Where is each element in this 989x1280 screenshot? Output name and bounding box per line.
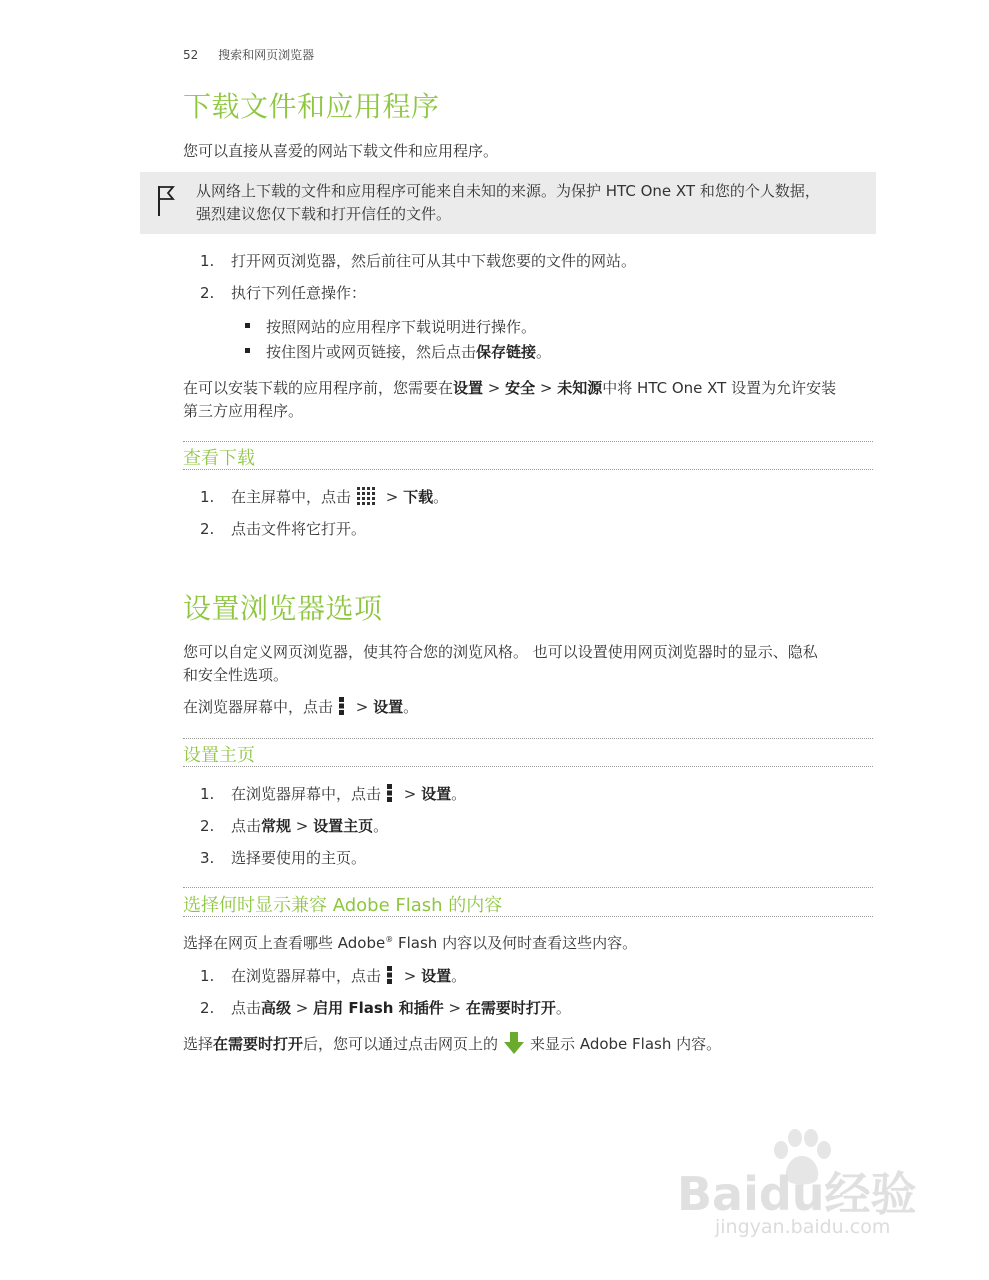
page-number: 52	[183, 48, 199, 62]
download-step-2: 2. 执行下列任意操作：	[200, 284, 367, 302]
install-permission-paragraph: 在可以安装下载的应用程序前，您需要在设置 > 安全 > 未知源中将 HTC One XT 设置为允许安装 第三方应用程序。	[183, 379, 837, 420]
flash-intro: 选择在网页上查看哪些 Adobe® Flash 内容以及何时查看这些内容。	[183, 934, 638, 952]
browser-options-intro: 您可以自定义网页浏览器，使其符合您的浏览风格。 也可以设置使用网页浏览器时的显示、隐私 和安全性选项。	[183, 643, 818, 684]
view-step-2: 2. 点击文件将它打开。	[200, 520, 367, 538]
note-line-2: 强烈建议您仅下载和打开信任的文件。	[196, 205, 452, 223]
section-title-download: 下载文件和应用程序	[183, 90, 440, 123]
baidu-watermark	[677, 1128, 927, 1248]
download-bullet-1: 按照网站的应用程序下载说明进行操作。	[245, 316, 536, 337]
homepage-step-1: 1. 在浏览器屏幕中，点击 > 设置。	[200, 785, 467, 803]
page-header	[183, 46, 314, 63]
subsection-title-flash: 选择何时显示兼容 Adobe Flash 的内容	[183, 895, 503, 916]
note-line-1: 从网络上下载的文件和应用程序可能来自未知的来源。为保护 HTC One XT 和您的个人数据，	[196, 182, 820, 200]
watermark-url: jingyan.baidu.com	[715, 1216, 891, 1238]
save-link-label: 保存链接	[476, 343, 537, 361]
warning-note	[140, 172, 876, 234]
download-arrow-icon	[504, 1032, 524, 1054]
section-title-browser-options: 设置浏览器选项	[183, 592, 383, 625]
subsection-title-view-downloads: 查看下载	[183, 448, 255, 469]
flag-icon	[156, 184, 178, 218]
homepage-step-2: 2. 点击常规 > 设置主页。	[200, 817, 389, 835]
view-step-1: 1. 在主屏幕中，点击 > 下载。	[200, 488, 449, 506]
menu-dots-icon	[387, 784, 393, 802]
divider	[183, 766, 873, 767]
divider	[183, 916, 873, 917]
flash-final-note: 选择在需要时打开后，您可以通过点击网页上的 来显示 Adobe Flash 内容。	[183, 1033, 873, 1056]
divider	[183, 887, 873, 888]
flash-step-1: 1. 在浏览器屏幕中，点击 > 设置。	[200, 967, 467, 985]
download-bullet-2: 按住图片或网页链接，然后点击保存链接。	[245, 341, 551, 362]
homepage-step-3: 3. 选择要使用的主页。	[200, 849, 367, 867]
section-name: 搜索和网页浏览器	[218, 48, 315, 62]
download-intro: 您可以直接从喜爱的网站下载文件和应用程序。	[183, 142, 499, 160]
divider	[183, 441, 873, 442]
all-apps-grid-icon	[357, 487, 375, 505]
menu-dots-icon	[387, 966, 393, 984]
divider	[183, 738, 873, 739]
menu-dots-icon	[339, 697, 345, 715]
open-settings-instruction: 在浏览器屏幕中，点击 > 设置。	[183, 698, 419, 716]
watermark-brand: Baidu经验	[677, 1167, 917, 1221]
subsection-title-homepage: 设置主页	[183, 745, 255, 766]
download-step-1: 1. 打开网页浏览器，然后前往可从其中下载您要的文件的网站。	[200, 252, 637, 270]
flash-step-2: 2. 点击高级 > 启用 Flash 和插件 > 在需要时打开。	[200, 999, 571, 1017]
divider	[183, 469, 873, 470]
